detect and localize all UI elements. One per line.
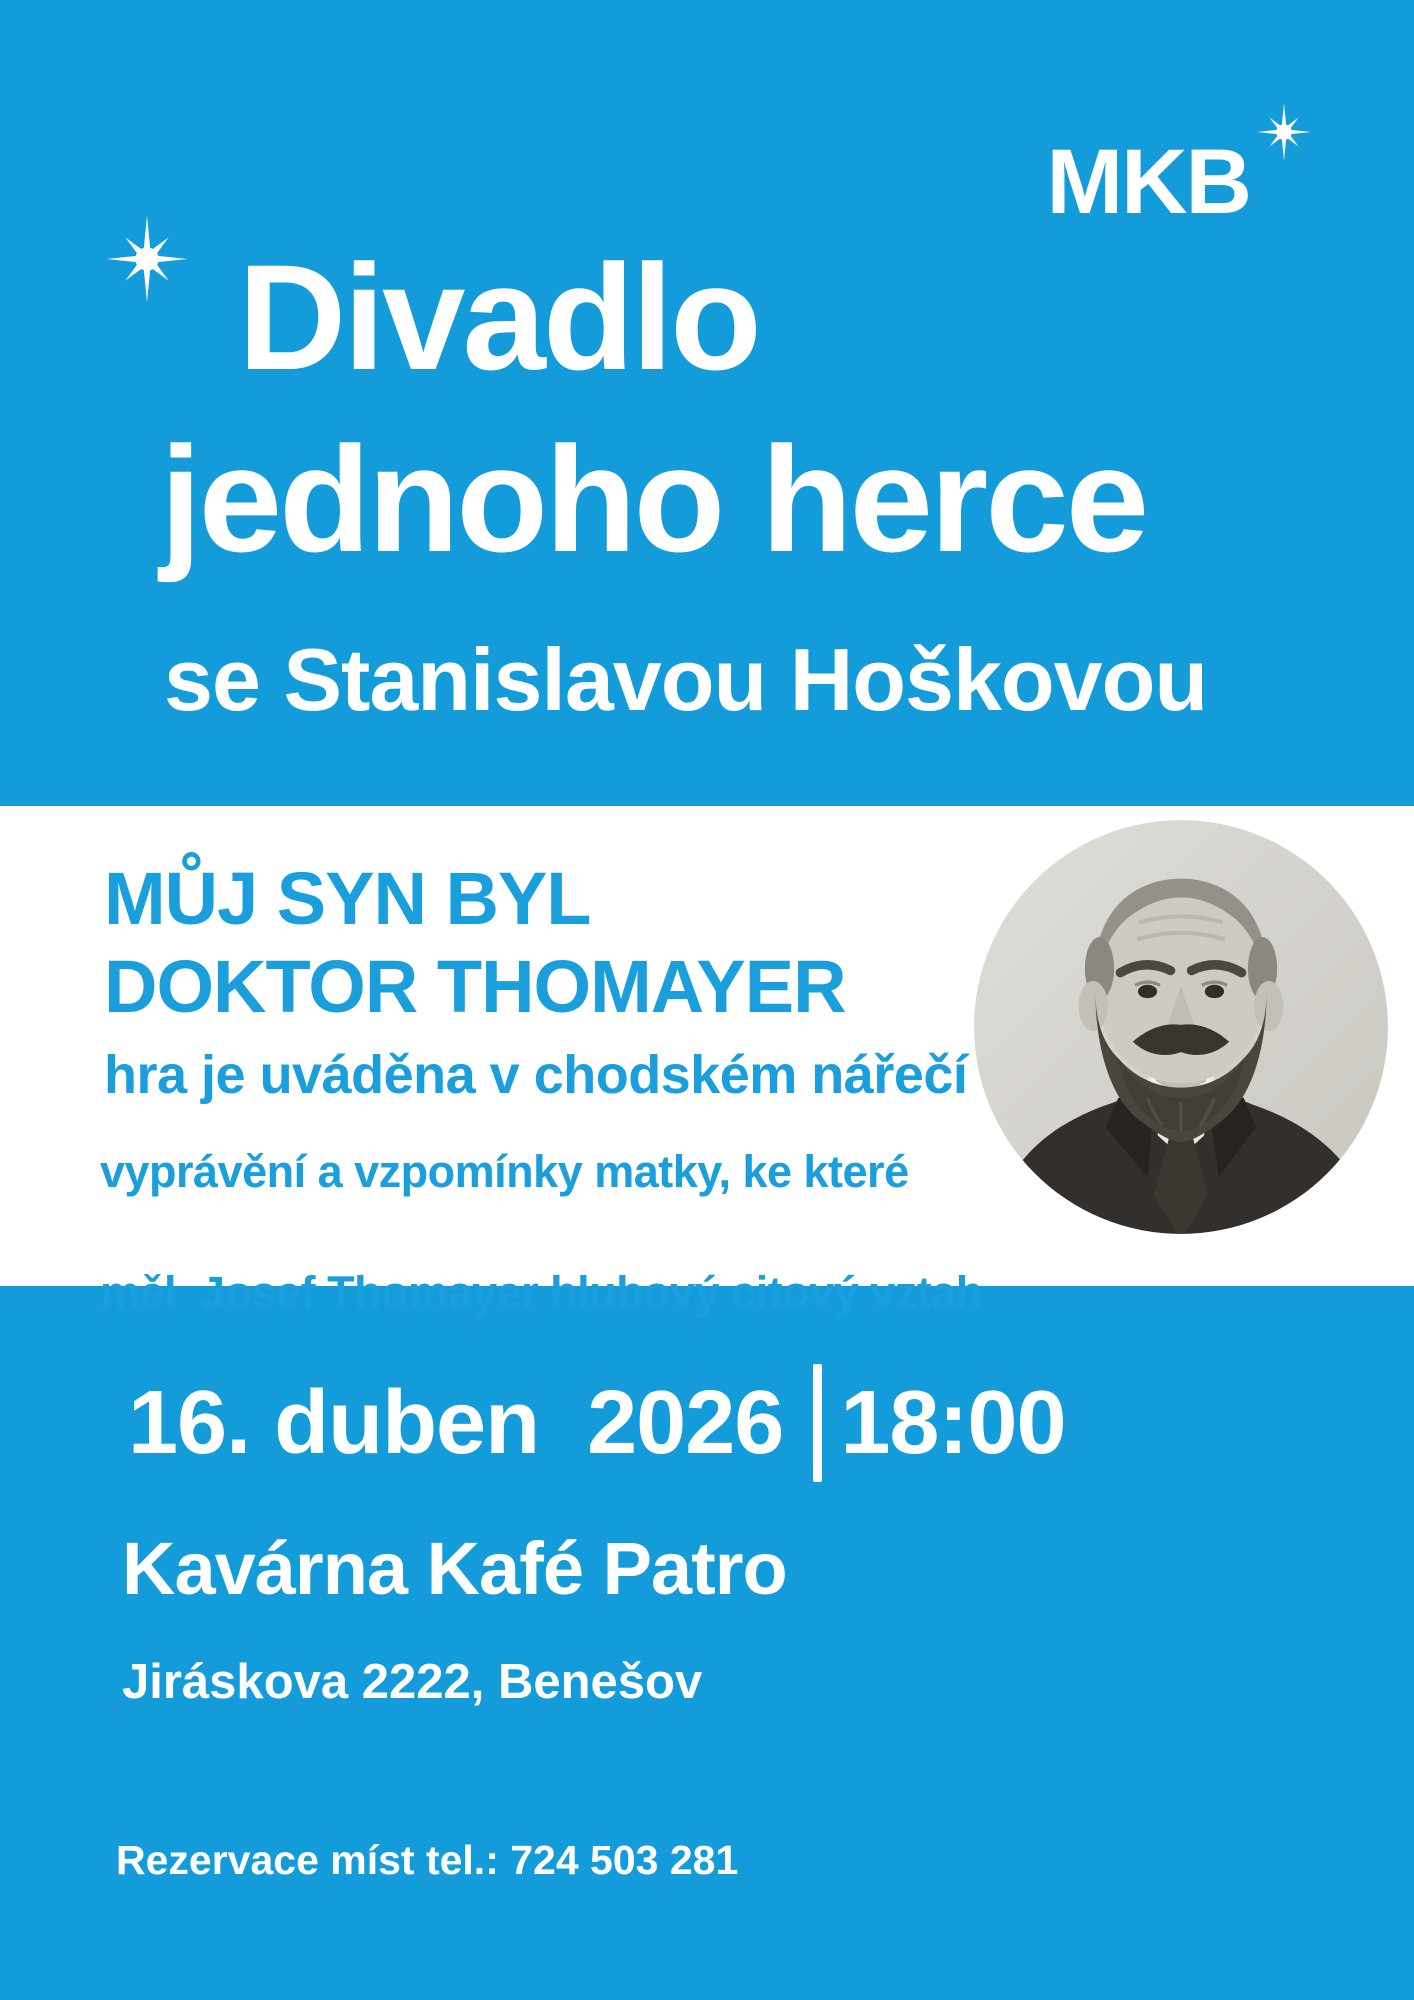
- play-description-line2: měl Josef Thomayer hlubový citový vztah: [100, 1266, 983, 1318]
- poster-subtitle: se Stanislavou Hoškovou: [164, 630, 1208, 729]
- play-description-line1: vyprávění a vzpomínky matky, ke které: [100, 1146, 909, 1197]
- date-time-separator: [813, 1364, 822, 1482]
- event-address: Jiráskova 2222, Benešov: [122, 1655, 703, 1709]
- play-dialect-note: hra je uváděna v chodském nářečí: [104, 1045, 968, 1105]
- play-title-line1: MŮJ SYN BYL: [104, 857, 591, 940]
- sparkle-star-icon: [1254, 98, 1314, 166]
- event-date-time: [128, 1364, 1066, 1482]
- event-venue: Kavárna Kafé Patro: [122, 1527, 787, 1610]
- event-time: 18:00: [840, 1372, 1066, 1473]
- mkb-logo-text: MKB: [1046, 131, 1250, 233]
- mkb-logo: [1046, 98, 1314, 235]
- sparkle-star-icon: [102, 214, 192, 304]
- play-title-line2: DOKTOR THOMAYER: [104, 945, 846, 1028]
- poster-title-line2: jednoho herce: [160, 415, 1147, 583]
- speaker-portrait-photo: [972, 818, 1390, 1236]
- play-description: [100, 1142, 983, 1323]
- poster-title-line1: Divadlo: [238, 233, 759, 401]
- reservation-phone: Rezervace míst tel.: 724 503 281: [116, 1837, 739, 1883]
- event-date: 16. duben 2026: [128, 1372, 784, 1473]
